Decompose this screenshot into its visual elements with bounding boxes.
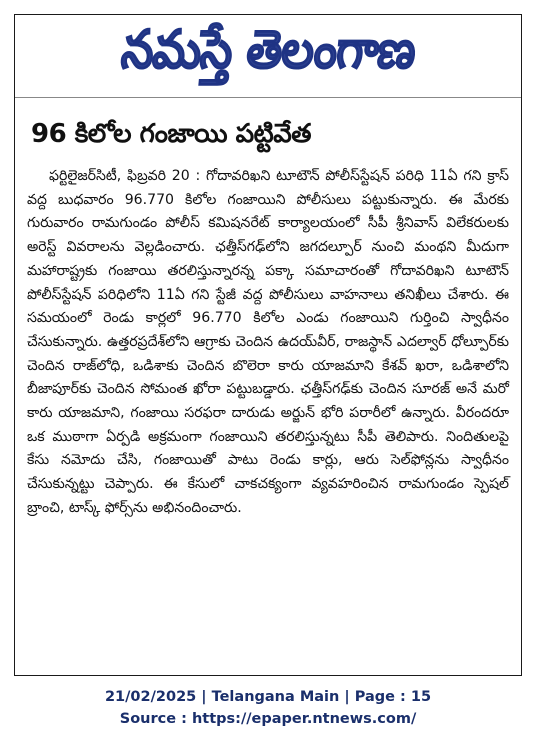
clipping-frame: [14, 14, 522, 676]
masthead-divider: [15, 97, 521, 98]
source-line: Source : https://epaper.ntnews.com/: [119, 711, 417, 727]
newspaper-logo: నమస్తే తెలంగాణ: [119, 18, 419, 81]
masthead: [15, 15, 521, 97]
clipping-footer: [0, 686, 536, 730]
article-body: ఫర్టిలైజర్‌సిటీ, ఫిబ్రవరి 20 : గోదావరిఖని టూటౌన్ పోలీస్‌స్టేషన్ పరిధి 11ఏ గని క్రాస్ వద్ద బుధవారం 96.770 కిలోల గంజాయిని పోలీసులు పట్టుకున్నారు. ఈ మేరకు గురువారం రామగుండం పోలీస్ కమిషనరేట్ కార్యాలయంలో సీపీ శ్రీనివాస్ విలేకరులకు అరెస్ట్ వివరాలను వెల్లడించారు. ఛత్తీస్‌గఢ్‌లోని జగదల్పూర్ నుంచి మంథని మీదుగా మహారాష్ట్రకు గంజాయి తరలిస్తున్నారన్న పక్కా సమాచారంతో గోదావరిఖని టూటౌన్ పోలీస్‌స్టేషన్ పరిధిలోని 11ఏ గని స్టేజీ వద్ద పోలీసులు వాహనాలు తనిఖీలు చేశారు. ఈ సమయంలో రెండు కార్లలో 96.770 కిలోల ఎండు గంజాయిని గుర్తించి స్వాధీనం చేసుకున్నారు. ఉత్తరప్రదేశ్‌లోని ఆగ్రాకు చెందిన ఉదయ్‌వీర్, రాజస్థాన్ ఎదల్వార్ ధోల్పూర్‌కు చెందిన రాజ్‌లోధి, ఒడిశాకు చెందిన బొలెరా కారు యాజమాని కేశవ్ ఖరా, ఒడిశాలోని బీజాపూర్‌కు చెందిన సోమంత ఖోరా పట్టుబడ్డారు. ఛత్తీస్‌గఢ్‌కు చెందిన సూరజ్ అనే మరో కారు యాజమాని, గంజాయి సరఫరా దారుడు అర్జున్ భోరి పరారీలో ఉన్నారు. వీరందరూ ఒక ముఠాగా ఏర్పడి అక్రమంగా గంజాయిని తరలిస్తున్నటు సీపీ తెలిపారు. నిందితులపై కేసు నమోదు చేసి, గంజాయితో పాటు రెండు కార్లు, ఆరు సెల్‌ఫోన్లను స్వాధీనం చేసుకున్నట్టు చెప్పారు. ఈ కేసులో చాకచక్యంగా వ్యవహరించిన రామగుండం స్పెషల్ బ్రాంచి, టాస్క్ ఫోర్స్‌ను అభినందించారు.: [27, 168, 509, 516]
article-headline: 96 కిలోల గంజాయి పట్టివేత: [31, 119, 311, 149]
publication-info: 21/02/2025 | Telangana Main | Page : 15: [104, 689, 432, 705]
